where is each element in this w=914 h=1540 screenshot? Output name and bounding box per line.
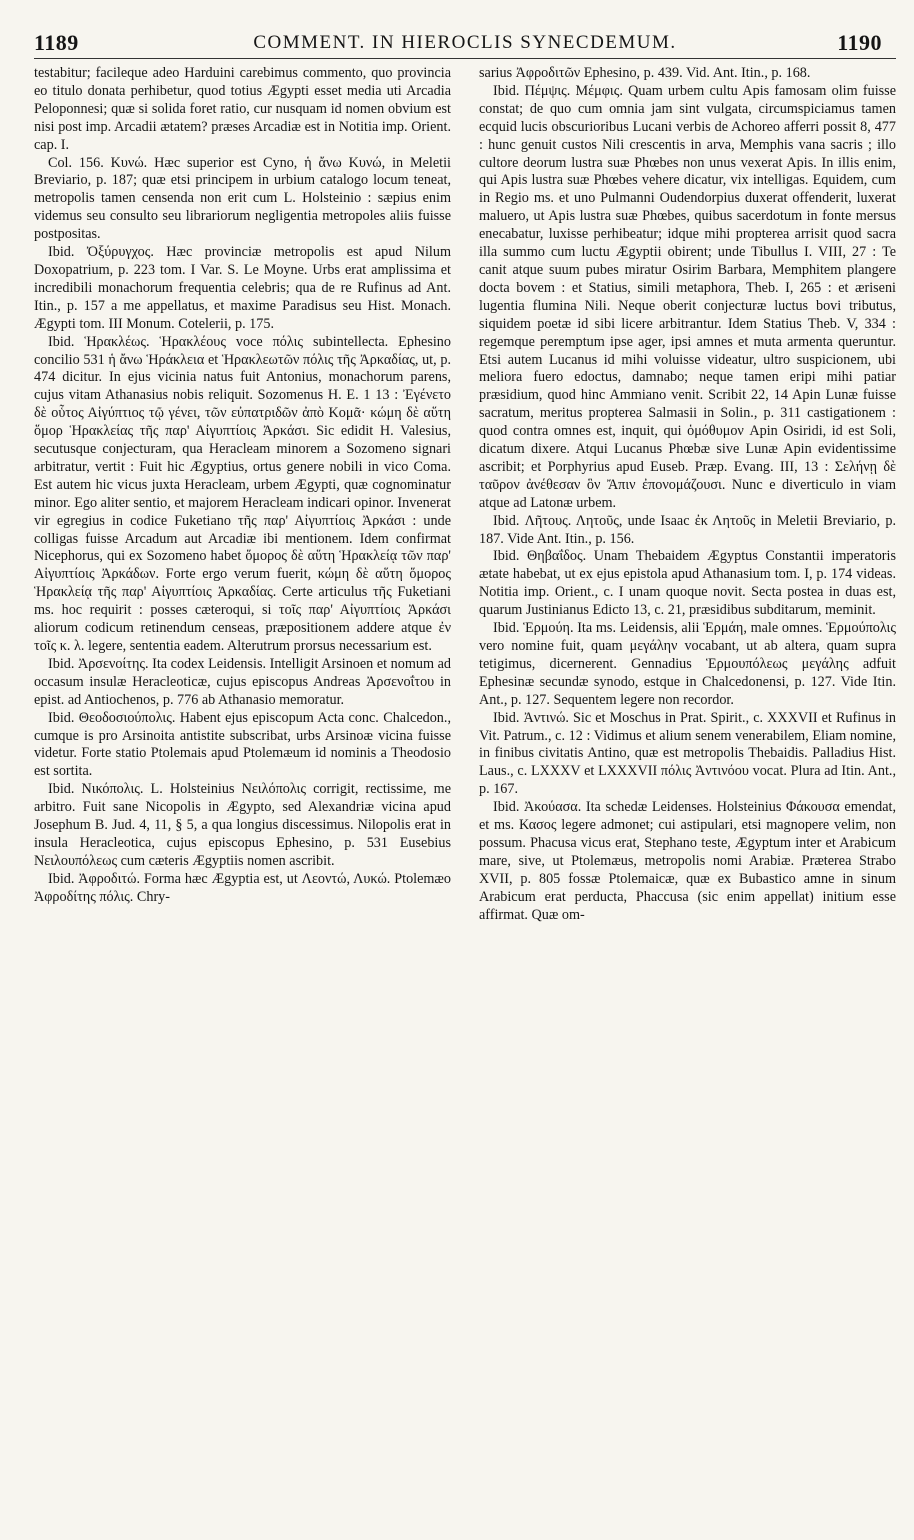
page-header [34,30,896,59]
text-columns [34,65,896,1515]
paragraph: sarius Ἀφροδιτῶν Ephesino, p. 439. Vid. Ant. Itin., p. 168. [479,65,811,81]
paragraph: testabitur; facileque adeo Harduini carebimus commento, quo provincia eo titulo donata perhibetur, quod totius Ægypti esset media uti Arcadia Peloponnesi; quæ si solida foret ratio, cur nusquam id nomen obvium est nisi post imp. Arcadii ætatem? præses Arcadiæ est in Notitia imp. Orient. cap. I. [34,65,451,153]
paragraph: Ibid. Ὀξύρυγχος. Hæc provinciæ metropolis est apud Nilum Doxopatrium, p. 223 tom. I Var. S. Le Moyne. Urbs erat amplissima et incredibili monachorum frequentia celebris; qua de re Rufinus ad Ant. Itin., p. 157 a me appellatus, et maxime Paradisus seu Hist. Monach. Ægypti tom. III Monum. Cotelerii, p. 175. [34,244,451,332]
left-column [34,65,451,1515]
paragraph: Col. 156. Κυνώ. Hæc superior est Cyno, ἡ ἄνω Κυνώ, in Meletii Breviario, p. 187; quæ etsi principem in urbium catalogo locum teneat, metropolis tamen censenda non erit cum L. Holsteinio : sæpius enim videmus seu consulto seu librariorum negligentia metropoles aliis fuisse postpositas. [34,154,451,243]
right-column [479,65,896,1515]
paragraph: Ibid. Πέμψις. Μέμφις. Quam urbem cultu Apis famosam olim fuisse constat; de quo cum omnia jam sint vulgata, circumspiciamus tamen ecquid lucis obscurioribus Lucani verbis de Achoreo afferri possit 8, 477 : hunc genuit custos Nili crescentis in arva, Memphis vana sacris ; illo cultore deorum lustra suæ Phœbes non unus vexerat Apis. In illis enim, qui Apis lustra suæ Phœbes vehere dicatur, vix intelligas. Equidem, cum in Regio ms. et uno Pulmanni Oudendorpius duxerat offenderit, luxerat maluero, ut Apis lustra suæ Phœbes, quibus sacerdotum in fonte mersus enecabatur, luxisse perhibeatur; idque mihi propterea arrisit quod sacra illa summo cum luctu Ægyptii obirent; unde Tibullus I. VIII, 27 : Te canit atque suum pubes miratur Osirim Barbara, Memphitem plangere docta bovem : et Statius, simili metaphora, Theb. I, 265 : et æriseni lugentia flumina Nili. Neque oberit conjecturæ luctus bovi tributus, siquidem poetæ id sibi licere arbitrantur. Idem Statius Theb. V, 334 : regemque peremptum ipse ager, ipsi amnes et muta armenta queruntur. Etsi autem Lucanus id mihi voluisse videatur, ultro suspicionem, ubi meliora fuero edoctus, damnabo; neque tamen eripi mihi patiar præsidium, quod hinc Ammiano venit. Scribit 22, 14 Apin Lunæ fuisse sacratum, meritus propterea Salmasii in Solin., p. 311 castigationem : quod contra omnes est, inquit, qui ὁμόθυμον Apin Osiridi, id est Soli, dicatum dixere. Atqui Lucanus Phœbæ sive Lunæ Apin evidentissime ascribit; et Porphyrius apud Euseb. Præp. Evang. III, 13 : Σελήνῃ δὲ ταῦρον ἀνέθεσαν ὃν Ἄπιν ἐπονομάζουσι. Nunc e diverticulo in viam atque ad Latonæ urbem. [479,82,896,511]
paragraph: Ibid. Ἀφροδιτώ. Forma hæc Ægyptia est, ut Λεοντώ, Λυκώ. Ptolemæo Ἀφροδίτης πόλις. Chry- [34,870,451,905]
page-number-right: 1190 [837,30,882,55]
paragraph: Ibid. Λῆτους. Λητοῦς, unde Isaac ἐκ Λητοῦς in Meletii Breviario, p. 187. Vide Ant. Itin., p. 156. [479,512,896,547]
page-number-left: 1189 [34,30,79,55]
paragraph: Ibid. Θεοδοσιούπολις. Habent ejus episcopum Acta conc. Chalcedon., cumque is pro Arsinoita antistite subscribat, urbs Arsinoæ vicina fuisse videtur. Forte statio Ptolemais apud Ptolemæum id nominis a Theodosio est sortita. [34,709,451,780]
paragraph: Ibid. Νικόπολις. L. Holsteinius Νειλόπολις corrigit, rectissime, me arbitro. Fuit sane Nicopolis in Ægypto, sed Alexandriæ vicina apud Josephum B. Jud. 4, 11, § 5, a qua longius discessimus. Nilopolis erat in insula Heracleotica, cujus episcopus Ephesino, p. 531 Eusebius Νειλουπόλεως cum cæteris Ægyptiis nomen ascribit. [34,781,451,869]
paragraph: Ibid. Ἀντινώ. Sic et Moschus in Prat. Spirit., c. XXXVII et Rufinus in Vit. Patrum., c. 12 : Vidimus et alium senem venerabilem, Eliam nomine, in finibus civitatis Antino, quæ est metropolis Thebaidis. Palladius Hist. Laus., c. LXXXV et LXXXVII πόλις Ἀντινόου vocat. Plura ad Itin. Ant., p. 167. [479,709,896,798]
running-title: COMMENT. IN HIEROCLIS SYNECDEMUM. [253,32,677,53]
paragraph: Ibid. Θηβαΐδος. Unam Thebaidem Ægyptus Constantii imperatoris ætate habebat, ut ex ejus epistola apud Athanasium tom. I, p. 174 videas. Notitia imp. Orient., c. I unam quoque novit. Secta postea in duas est, quarum Justinianus Edicto 13, c. 21, præsidibus subditarum, meminit. [479,548,896,619]
paragraph: Ibid. Ἑρμούη. Ita ms. Leidensis, alii Ἑρμάη, male omnes. Ἑρμούπολις vero nomine fuit, quam μεγάλην vocabant, ut ab altera, quam supra tetigimus, dicernerent. Gennadius Ἑρμουπόλεως μεγάλης adfuit Ephesinæ secundæ synodo, estque in Chalcedonensi, p. 127. Vide Itin. Ant., p. 127. Sequentem legere non recordor. [479,620,896,708]
paragraph: Ibid. Ἀρσενοίτης. Ita codex Leidensis. Intelligit Arsinoen et nomum ad occasum insulæ Heracleoticæ, cujus episcopus Andreas Ἀρσενοΐτου in epist. ad Antiochenos, p. 776 ab Athanasio memoratur. [34,655,451,708]
paragraph: Ibid. Ἡρακλέως. Ἡρακλέους voce πόλις subintellecta. Ephesino concilio 531 ἡ ἄνω Ἡράκλεια et Ἡρακλεωτῶν πόλις τῆς Ἀρκαδίας, ut, p. 474 dicitur. In ejus vicinia natus fuit Antonius, monachorum parens, cujus vitam Athanasius nobis reliquit. Sozomenus H. E. 1 13 : Ἐγένετο δὲ οὗτος Αἰγύπτιος τῷ γένει, τῶν εὐπατριδῶν ἀπὸ Κομᾶ· κώμη δὲ αὕτη ὅμορ Ἡρακλείας τῆς παρ' Αἰγυπτίοις Ἀρκάσι. Sic edidit H. Valesius, secutusque conjecturam, qua Heracleam minorem a Sozomeno signari arbitratur, vertit : Fuit hic Ægyptius, ortus genere nobili in vico Coma. Est autem hic vicus juxta Heracleam, urbem Ægypti, quæ cognominatur minor. Ego aliter sentio, et majorem Heracleam indicari opinor. Invenerat vir egregius in codice Fuketiano τῆς παρ' Αἰγυπτίοις Ἀρκάσι : unde colligas fuisse Arcadum aut Arcadiæ ibi mentionem. Idem confirmat Nicephorus, qui ex Sozomeno habet ὅμορος δὲ αὕτη Ἡρακλείᾳ τῶν παρ' Αἰγυπτίοις Ἀρκάδων. Forte ergo verum fuerit, κώμη δὲ αὕτη ὅμορος Ἡρακλείᾳ τῆς παρ' Αἰγυπτίοις Ἀρκαδίας. Certe articulus τῆς Fuketiani ms. hoc requirit : posses cæteroqui, si τοῖς παρ' Αἰγυπτίοις Ἀρκάσι aliorum codicum retinendum censeas, præpositionem addere atque ἐν τοῖς κ. λ. legere, sententia eadem. Alterutrum prorsus necessarium est. [34,333,451,654]
paragraph: Ibid. Ἀκούασα. Ita schedæ Leidenses. Holsteinius Φάκουσα emendat, et ms. Κασος legere admonet; cui astipulari, etsi magnopere velim, non possum. Phacusa vicus erat, Stephano teste, Ægyptum inter et Arabicum mare, sive, ut Ptolemæus, metropolis nomi Arabiæ. Præterea Strabo XVII, p. 805 fossæ Ptolemaicæ, quæ ex Bubastico amne in sinum Arabicum erat perducta, Phaccusa (sic enim appellat) initium esse affirmat. Quæ om- [479,799,896,923]
